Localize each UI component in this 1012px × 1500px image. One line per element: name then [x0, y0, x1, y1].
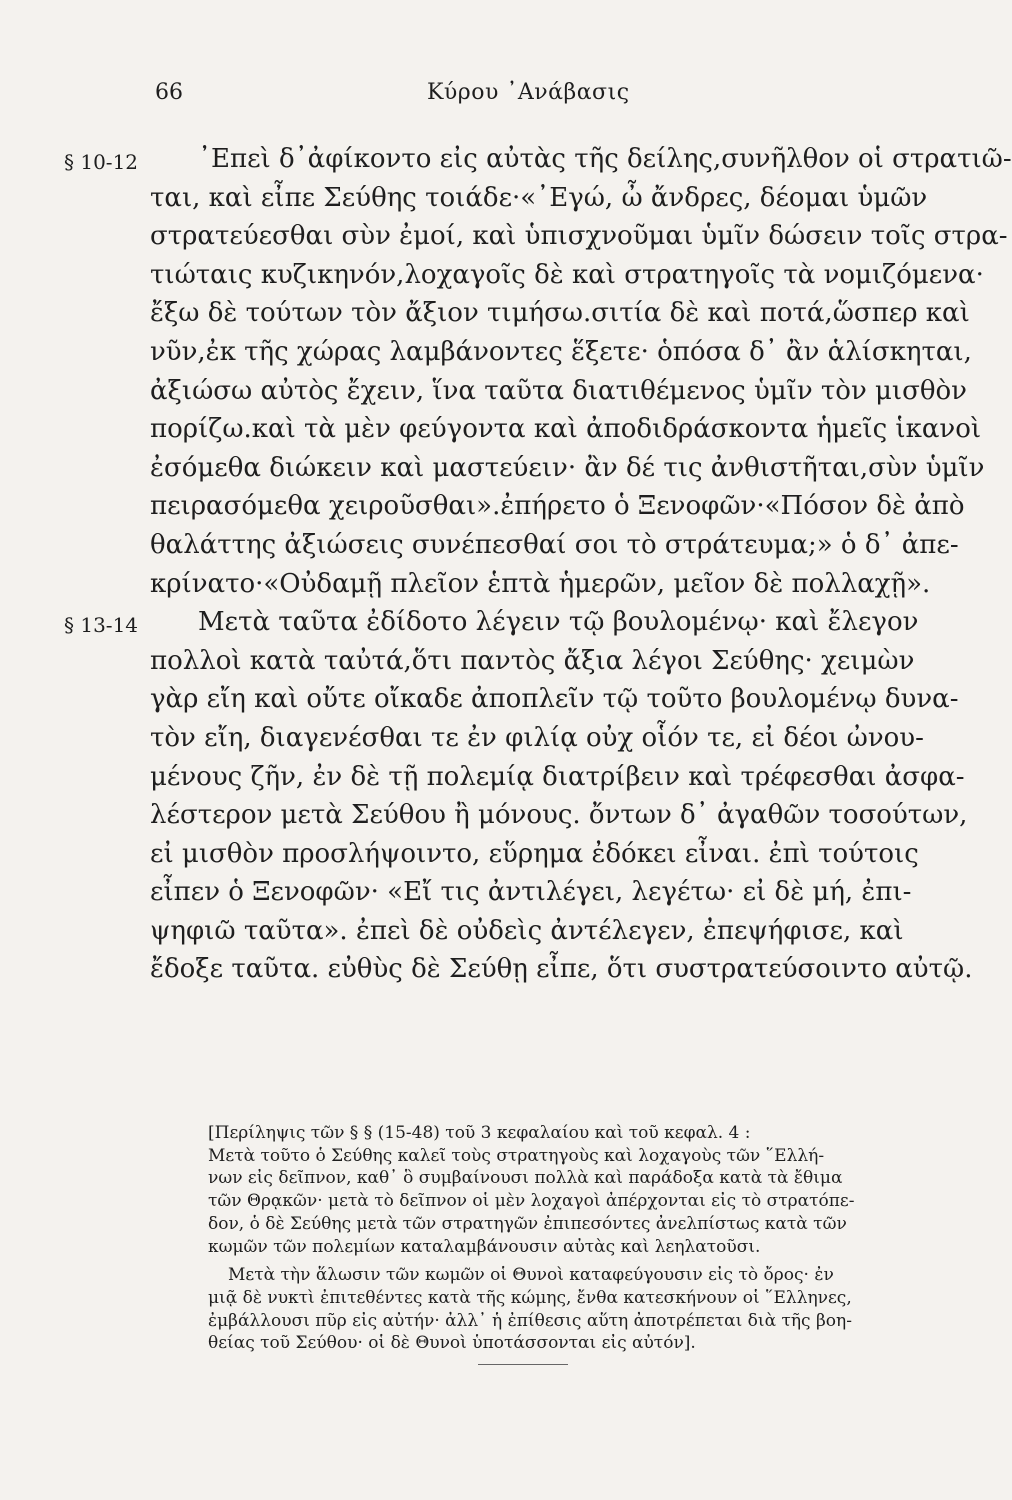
section-10-12: [0, 140, 1012, 603]
footnote-line: θείας τοῦ Σεύθου· οἱ δὲ Θυνοὶ ὑποτάσσονται εἰς αὐτόν].: [208, 1333, 696, 1354]
text-line: εἶπεν ὁ Ξενοφῶν· «Εἴ τις ἀντιλέγει, λεγέτω· εἰ δὲ μή, ἐπι-: [150, 877, 912, 908]
footnote-line: νων εἰς δεῖπνον, καθ᾿ ὃ συμβαίνουσι πολλὰ καὶ παράδοξα κατὰ τὰ ἔθιμα: [208, 1168, 843, 1189]
text-line: πορίζω.καὶ τὰ μὲν φεύγοντα καὶ ἀποδιδράσκοντα ἡμεῖς ἱκανοὶ: [150, 414, 982, 445]
footnote-line: μιᾷ δὲ νυκτὶ ἐπιτεθέντες κατὰ τῆς κώμης, ἔνθα κατεσκήνουν οἱ ῞Ελληνες,: [208, 1287, 852, 1308]
text-line: τὸν εἴη, διαγενέσθαι τε ἐν φιλίᾳ οὐχ οἷόν τε, εἰ δέοι ὠνου-: [150, 722, 924, 753]
text-line: ψηφιῶ ταῦτα». ἐπεὶ δὲ οὐδεὶς ἀντέλεγεν, ἐπεψήφισε, καὶ: [150, 915, 904, 946]
text-line: κρίνατο·«Οὐδαμῇ πλεῖον ἑπτὰ ἡμερῶν, μεῖον δὲ πολλαχῇ».: [150, 568, 931, 599]
text-line: Μετὰ ταῦτα ἐδίδοτο λέγειν τῷ βουλομένῳ· καὶ ἔλεγον: [198, 607, 919, 638]
text-line: νῦν,ἐκ τῆς χώρας λαμβάνοντες ἕξετε· ὁπόσα δ᾿ ἂν ἁλίσκηται,: [150, 336, 972, 367]
page-number: 66: [155, 80, 183, 105]
footnote-line: ἐμβάλλουσι πῦρ εἰς αὐτήν· ἀλλ᾿ ἡ ἐπίθεσις αὕτη ἀποτρέπεται διὰ τῆς βοη-: [208, 1310, 852, 1331]
footnote-line: δον, ὁ δὲ Σεύθης μετὰ τῶν στρατηγῶν ἐπιπεσόντες ἀνελπίστως κατὰ τῶν: [208, 1213, 847, 1234]
text-line: μένους ζῆν, ἐν δὲ τῇ πολεμίᾳ διατρίβειν καὶ τρέφεσθαι ἀσφα-: [150, 761, 965, 792]
text-line: πειρασόμεθα χειροῦσθαι».ἐπήρετο ὁ Ξενοφῶν·«Πόσον δὲ ἀπὸ: [150, 491, 965, 522]
section-reference: § 10-12: [64, 150, 139, 174]
text-line: εἰ μισθὸν προσλήψοιντο, εὕρημα ἐδόκει εἶναι. ἐπὶ τούτοις: [150, 838, 919, 869]
section-reference: § 13-14: [64, 613, 139, 638]
text-line: ἔδοξε ταῦτα. εὐθὺς δὲ Σεύθῃ εἶπε, ὅτι συστρατεύσοιντο αὐτῷ.: [150, 954, 973, 985]
text-line: ᾿Επεὶ δ᾿ἀφίκοντο εἰς αὐτὰς τῆς δείλης,συνῆλθον οἱ στρατιῶ-: [198, 144, 1012, 174]
text-line: στρατεύεσθαι σὺν ἐμοί, καὶ ὑπισχνοῦμαι ὑμῖν δώσειν τοῖς στρα-: [150, 221, 1008, 252]
text-line: λέστερον μετὰ Σεύθου ἢ μόνους. ὄντων δ᾿ ἀγαθῶν τοσούτων,: [150, 800, 968, 831]
text-line: τιώταις κυζικηνόν,λοχαγοῖς δὲ καὶ στρατηγοῖς τὰ νομιζόμενα·: [150, 259, 984, 290]
text-line: ἀξιώσω αὐτὸς ἔχειν, ἵνα ταῦτα διατιθέμενος ὑμῖν τὸν μισθὸν: [150, 375, 967, 406]
text-line: θαλάττης ἀξιώσεις συνέπεσθαί σοι τὸ στράτευμα;» ὁ δ᾿ ἀπε-: [150, 529, 959, 560]
text-line: ἐσόμεθα διώκειν καὶ μαστεύειν· ἂν δέ τις ἀνθιστῆται,σὺν ὑμῖν: [150, 452, 985, 483]
footnote-line: κωμῶν τῶν πολεμίων καταλαμβάνουσιν αὐτὰς καὶ λεηλατοῦσι.: [208, 1236, 761, 1257]
footnote-line: Μετὰ τὴν ἅλωσιν τῶν κωμῶν οἱ Θυνοὶ καταφεύγουσιν εἰς τὸ ὄρος· ἐν: [228, 1265, 834, 1286]
footnote-line: Μετὰ τοῦτο ὁ Σεύθης καλεῖ τοὺς στρατηγοὺς καὶ λοχαγοὺς τῶν ῞Ελλή-: [208, 1145, 825, 1166]
text-line: ται, καὶ εἶπε Σεύθης τοιάδε·«᾿Εγώ, ὦ ἄνδρες, δέομαι ὑμῶν: [150, 182, 928, 213]
text-line: ἔξω δὲ τούτων τὸν ἄξιον τιμήσω.σιτία δὲ καὶ ποτά,ὥσπερ καὶ: [150, 298, 970, 329]
page-header: [0, 80, 961, 120]
text-line: πολλοὶ κατὰ ταὐτά,ὅτι παντὸς ἄξια λέγοι Σεύθης· χειμὼν: [150, 645, 915, 676]
running-title: Κύρου ᾿Ανάβασις: [427, 80, 630, 105]
summary-footnote: [208, 1122, 928, 1355]
footer-rule: [478, 1364, 568, 1365]
text-line: γὰρ εἴη καὶ οὔτε οἴκαδε ἀποπλεῖν τῷ τοῦτο βουλομένῳ δυνα-: [150, 684, 959, 715]
section-13-14: [0, 603, 973, 989]
footnote-line: [Περίληψις τῶν § § (15-48) τοῦ 3 κεφαλαίου καὶ τοῦ κεφαλ. 4 :: [208, 1123, 751, 1143]
main-text: [0, 140, 1012, 989]
footnote-line: τῶν Θρᾳκῶν· μετὰ τὸ δεῖπνον οἱ μὲν λοχαγοὶ ἀπέρχονται εἰς τὸ στρατόπε-: [208, 1191, 855, 1212]
